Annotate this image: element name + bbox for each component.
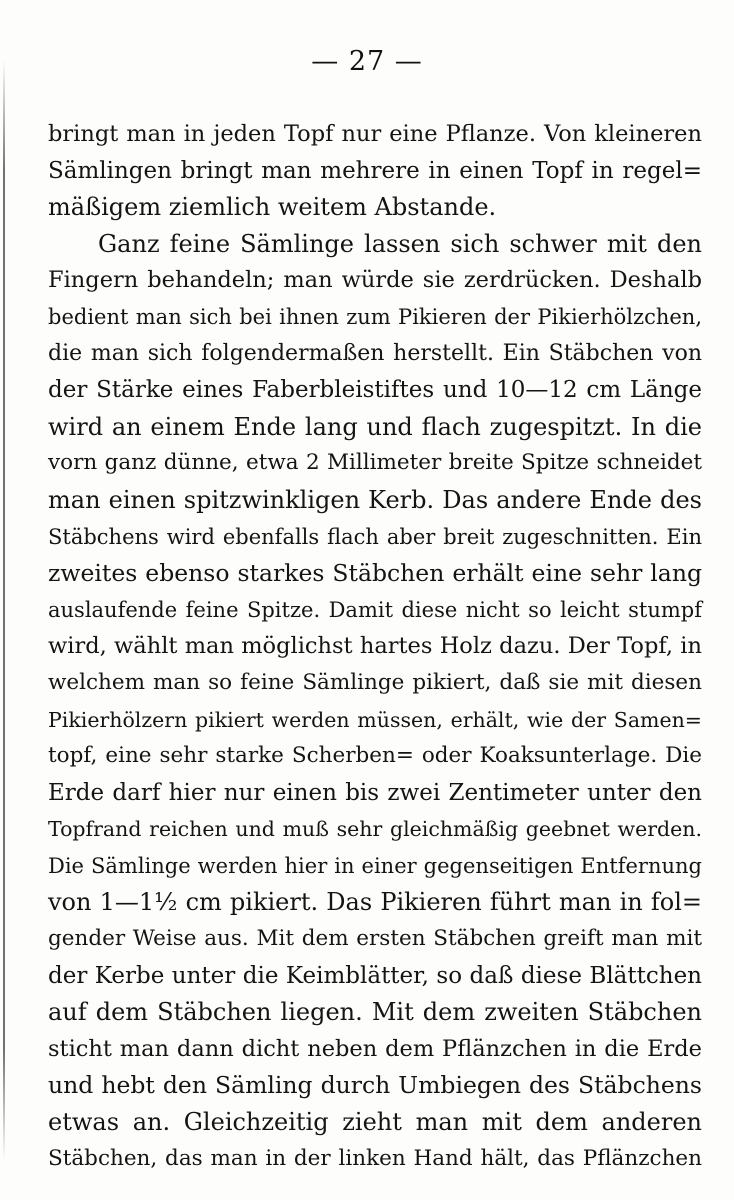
- text-line: wird an einem Ende lang und flach zugespitzt. In die: [48, 412, 702, 441]
- text-line: der Stärke eines Faberbleistiftes und 10—12 cm Länge: [48, 377, 702, 404]
- text-line: gender Weise aus. Mit dem ersten Stäbchen greift man mit: [48, 926, 702, 952]
- text-line: man einen spitzwinkligen Kerb. Das andere Ende des: [48, 485, 702, 514]
- text-line: Stäbchen, das man in der linken Hand hält, das Pflänzchen: [48, 1145, 702, 1171]
- text-line: auslaufende feine Spitze. Damit diese nicht so leicht stumpf: [48, 597, 702, 622]
- text-line: sticht man dann dicht neben dem Pflänzchen in die Erde: [48, 1035, 702, 1062]
- text-line: Stäbchens wird ebenfalls flach aber breit zugeschnitten. Ein: [48, 524, 702, 549]
- text-line: Ganz feine Sämlinge lassen sich schwer mit den: [98, 229, 702, 258]
- paragraph: [48, 226, 702, 1177]
- page-number: — 27 —: [311, 46, 423, 77]
- text-line: bringt man in jeden Topf nur eine Pflanze. Von kleineren: [48, 121, 702, 147]
- body-text: [48, 116, 702, 1177]
- text-line: der Kerbe unter die Keimblätter, so daß diese Blättchen: [48, 962, 702, 989]
- text-line: von 1—1½ cm pikiert. Das Pikieren führt man in fol=: [48, 888, 702, 917]
- text-line: Pikierhölzern pikiert werden müssen, erhält, wie der Samen=: [48, 707, 702, 732]
- text-line: bedient man sich bei ihnen zum Pikieren der Pikierhölzchen,: [48, 304, 702, 329]
- text-line: Die Sämlinge werden hier in einer gegenseitigen Entfernung: [48, 853, 702, 878]
- text-line: Fingern behandeln; man würde sie zerdrücken. Deshalb: [48, 267, 702, 294]
- text-line: auf dem Stäbchen liegen. Mit dem zweiten Stäbchen: [48, 998, 702, 1027]
- text-line: Erde darf hier nur einen bis zwei Zentimeter unter den: [48, 779, 702, 806]
- text-line: und hebt den Sämling durch Umbiegen des Stäbchens: [48, 1071, 702, 1100]
- text-line: zweites ebenso starkes Stäbchen erhält eine sehr lang: [48, 559, 702, 588]
- text-line: Sämlingen bringt man mehrere in einen Topf in regel=: [48, 157, 702, 184]
- text-line: etwas an. Gleichzeitig zieht man mit dem anderen: [48, 1108, 702, 1137]
- text-line: wird, wählt man möglichst hartes Holz dazu. Der Topf, in: [48, 633, 702, 660]
- paragraph: [48, 116, 702, 226]
- text-line: die man sich folgendermaßen herstellt. Ein Stäbchen von: [48, 340, 702, 366]
- text-line: welchem man so feine Sämlinge pikiert, daß sie mit diesen: [48, 669, 702, 695]
- text-line: topf, eine sehr starke Scherben= oder Koaksunterlage. Die: [48, 743, 702, 769]
- page-edge-shadow: [3, 60, 5, 1160]
- text-line: vorn ganz dünne, etwa 2 Millimeter breite Spitze schneidet: [48, 450, 702, 476]
- text-line: mäßigem ziemlich weitem Abstande.: [48, 193, 497, 222]
- text-line: Topfrand reichen und muß sehr gleichmäßig geebnet werden.: [48, 817, 702, 842]
